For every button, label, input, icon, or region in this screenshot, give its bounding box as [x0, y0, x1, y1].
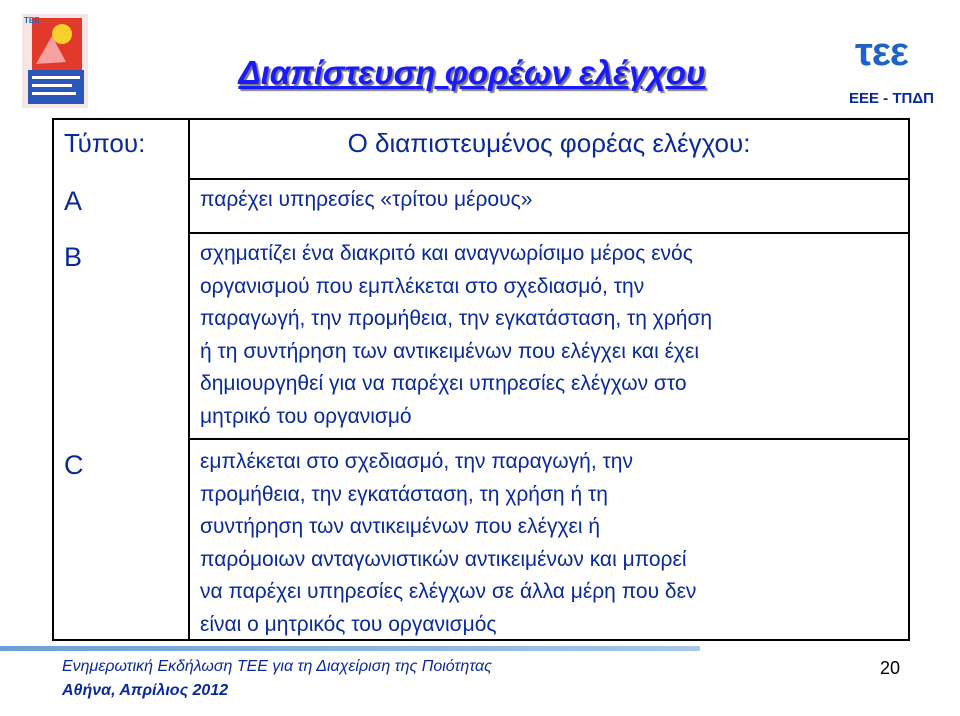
description-line: είναι ο μητρικός του οργανισμός — [200, 612, 497, 636]
description-line: μητρικό του οργανισμό — [200, 404, 412, 428]
column-divider — [188, 120, 190, 639]
description-line: σχηματίζει ένα διακριτό και αναγνωρίσιμο μέρος ενός — [200, 242, 693, 265]
svg-text:ΤΕΕ: ΤΕΕ — [24, 16, 40, 25]
description-line: εμπλέκεται στο σχεδιασμό, την παραγωγή, την — [200, 450, 633, 473]
accreditation-table — [52, 118, 910, 641]
description-column-header: Ο διαπιστευμένος φορέας ελέγχου: — [347, 128, 751, 158]
page-title: Διαπίστευση φορέων ελέγχου — [238, 54, 706, 91]
page-number: 20 — [880, 658, 901, 678]
tee-logo — [845, 30, 945, 110]
event-logo — [22, 14, 88, 108]
description-line: προμήθεια, την εγκατάσταση, τη χρήση ή τη — [200, 482, 608, 506]
row-type-b: B — [64, 242, 83, 272]
row-b-description — [200, 238, 712, 433]
description-line: συντήρηση των αντικειμένων που ελέγχει ή — [200, 515, 601, 538]
footer-event: Ενημερωτική Εκδήλωση ΤΕΕ για τη Διαχείριση της Ποιότητας — [62, 658, 492, 675]
row-type-a: A — [64, 186, 83, 216]
row-divider — [188, 232, 910, 234]
type-column-header: Τύπου: — [64, 128, 146, 158]
tee-brand-mark: τεε — [855, 30, 908, 74]
footer-divider — [0, 646, 700, 651]
footer-place-date: Αθήνα, Απρίλιος 2012 — [62, 682, 229, 699]
row-divider — [188, 178, 910, 180]
row-divider — [188, 438, 910, 440]
row-type-c: C — [64, 450, 84, 480]
description-line: δημιουργηθεί για να παρέχει υπηρεσίες ελέγχων στο — [200, 372, 687, 395]
description-line: παρέχει υπηρεσίες «τρίτου μέρους» — [200, 188, 533, 211]
description-line: παρόμοιων ανταγωνιστικών αντικειμένων και μπορεί — [200, 547, 687, 571]
description-line: οργανισμού που εμπλέκεται στο σχεδιασμό, την — [200, 274, 645, 298]
tee-brand-subtitle: ΕΕΕ - ΤΠΔΠ — [849, 90, 934, 107]
description-line: παραγωγή, την προμήθεια, την εγκατάσταση, τη χρήση — [200, 307, 713, 330]
description-line: ή τη συντήρηση των αντικειμένων που ελέγχει και έχει — [200, 339, 699, 363]
row-c-description — [200, 446, 696, 641]
description-line: να παρέχει υπηρεσίες ελέγχων σε άλλα μέρη που δεν — [200, 580, 697, 603]
row-a-description — [200, 184, 532, 217]
